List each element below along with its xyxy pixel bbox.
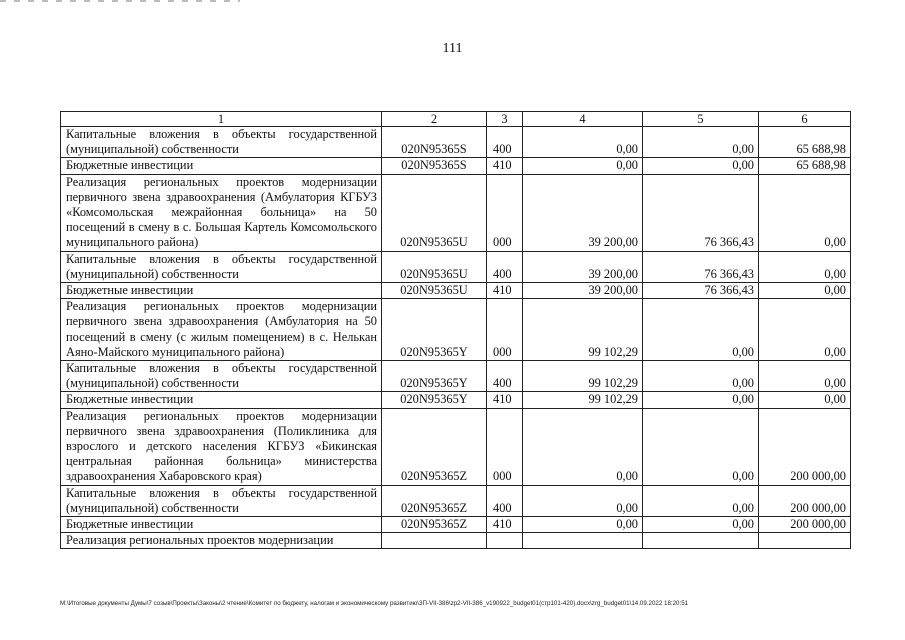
cell-name: Реализация региональных проектов модернизации первичного звена здравоохранения (Поликлиника для взрослого и детского населения КГБУЗ «Бикинская центральная районная больница» министерства здравоохранения Хабаровского края) bbox=[61, 408, 382, 485]
header-cell: 2 bbox=[382, 112, 487, 127]
cell-name: Бюджетные инвестиции bbox=[61, 158, 382, 174]
cell-name: Бюджетные инвестиции bbox=[61, 283, 382, 299]
cell-c6: 0,00 bbox=[759, 174, 851, 251]
table-row bbox=[61, 127, 851, 158]
cell-rt: 410 bbox=[487, 158, 523, 174]
cell-rt: 410 bbox=[487, 283, 523, 299]
cell-c5: 76 366,43 bbox=[643, 251, 759, 282]
cell-c6: 0,00 bbox=[759, 361, 851, 392]
table-row bbox=[61, 283, 851, 299]
cell-rt bbox=[487, 533, 523, 549]
table-row bbox=[61, 533, 851, 549]
cell-c4: 0,00 bbox=[523, 485, 643, 516]
cell-c5: 0,00 bbox=[643, 517, 759, 533]
cell-c4: 39 200,00 bbox=[523, 251, 643, 282]
cell-c5: 0,00 bbox=[643, 299, 759, 361]
cell-name: Капитальные вложения в объекты государственной (муниципальной) собственности bbox=[61, 361, 382, 392]
header-cell: 1 bbox=[61, 112, 382, 127]
cell-c6: 0,00 bbox=[759, 299, 851, 361]
cell-c6: 65 688,98 bbox=[759, 158, 851, 174]
cell-c6: 0,00 bbox=[759, 283, 851, 299]
budget-table bbox=[60, 111, 851, 549]
cell-c4: 99 102,29 bbox=[523, 299, 643, 361]
cell-c5: 76 366,43 bbox=[643, 174, 759, 251]
cell-c5: 0,00 bbox=[643, 158, 759, 174]
cell-code: 020N95365Z bbox=[382, 485, 487, 516]
cell-code: 020N95365Z bbox=[382, 517, 487, 533]
table-row bbox=[61, 174, 851, 251]
cell-rt: 410 bbox=[487, 517, 523, 533]
cell-c4: 99 102,29 bbox=[523, 392, 643, 408]
cell-code bbox=[382, 533, 487, 549]
cell-c4: 39 200,00 bbox=[523, 174, 643, 251]
cell-code: 020N95365U bbox=[382, 174, 487, 251]
header-cell: 5 bbox=[643, 112, 759, 127]
cell-rt: 400 bbox=[487, 361, 523, 392]
cell-c6: 200 000,00 bbox=[759, 485, 851, 516]
cell-c5: 0,00 bbox=[643, 485, 759, 516]
cell-rt: 400 bbox=[487, 127, 523, 158]
cell-c5: 0,00 bbox=[643, 408, 759, 485]
cell-c5 bbox=[643, 533, 759, 549]
scan-artifact bbox=[0, 0, 240, 2]
header-cell: 4 bbox=[523, 112, 643, 127]
table-row bbox=[61, 408, 851, 485]
table-header-row bbox=[61, 112, 851, 127]
cell-c4 bbox=[523, 533, 643, 549]
table-row bbox=[61, 251, 851, 282]
cell-c6: 0,00 bbox=[759, 392, 851, 408]
cell-rt: 000 bbox=[487, 299, 523, 361]
cell-c4: 39 200,00 bbox=[523, 283, 643, 299]
cell-code: 020N95365S bbox=[382, 127, 487, 158]
cell-rt: 400 bbox=[487, 251, 523, 282]
table-row bbox=[61, 485, 851, 516]
cell-c6: 200 000,00 bbox=[759, 517, 851, 533]
cell-code: 020N95365U bbox=[382, 283, 487, 299]
cell-name: Капитальные вложения в объекты государственной (муниципальной) собственности bbox=[61, 127, 382, 158]
header-cell: 6 bbox=[759, 112, 851, 127]
cell-name: Реализация региональных проектов модернизации первичного звена здравоохранения (Амбулатория на 50 посещений в смену (с жилым помещением) в с. Нелькан Аяно-Майского муниципального района) bbox=[61, 299, 382, 361]
cell-name: Капитальные вложения в объекты государственной (муниципальной) собственности bbox=[61, 251, 382, 282]
cell-c4: 0,00 bbox=[523, 127, 643, 158]
cell-rt: 000 bbox=[487, 408, 523, 485]
cell-rt: 410 bbox=[487, 392, 523, 408]
document-path-footer: М:\Итоговые документы Думы\7 созыв\Проекты\Законы\2 чтение\Комитет по бюджету, налогам и экономическому развитию\3П-VII-386\zp2-VII-386_v190922_budget01(стр101-420).docx\zrg_budget01\14.09.2022 18:20:51 bbox=[60, 600, 689, 607]
cell-c5: 0,00 bbox=[643, 392, 759, 408]
table-row bbox=[61, 158, 851, 174]
cell-code: 020N95365Y bbox=[382, 392, 487, 408]
cell-name: Бюджетные инвестиции bbox=[61, 392, 382, 408]
table-row bbox=[61, 299, 851, 361]
cell-code: 020N95365S bbox=[382, 158, 487, 174]
cell-code: 020N95365Y bbox=[382, 299, 487, 361]
table-row bbox=[61, 361, 851, 392]
cell-code: 020N95365U bbox=[382, 251, 487, 282]
table-row bbox=[61, 517, 851, 533]
cell-c5: 0,00 bbox=[643, 127, 759, 158]
cell-code: 020N95365Y bbox=[382, 361, 487, 392]
cell-c4: 99 102,29 bbox=[523, 361, 643, 392]
cell-c5: 0,00 bbox=[643, 361, 759, 392]
header-cell: 3 bbox=[487, 112, 523, 127]
page-number: 111 bbox=[442, 41, 463, 56]
cell-c6: 0,00 bbox=[759, 251, 851, 282]
cell-c5: 76 366,43 bbox=[643, 283, 759, 299]
cell-rt: 400 bbox=[487, 485, 523, 516]
cell-c4: 0,00 bbox=[523, 158, 643, 174]
cell-name: Реализация региональных проектов модернизации bbox=[61, 533, 382, 549]
cell-c4: 0,00 bbox=[523, 408, 643, 485]
cell-name: Капитальные вложения в объекты государственной (муниципальной) собственности bbox=[61, 485, 382, 516]
cell-name: Реализация региональных проектов модернизации первичного звена здравоохранения (Амбулатория КГБУЗ «Комсомольская межрайонная больница» на 50 посещений в смену в с. Большая Картель Комсомольского муниципального района) bbox=[61, 174, 382, 251]
cell-c6: 65 688,98 bbox=[759, 127, 851, 158]
cell-rt: 000 bbox=[487, 174, 523, 251]
cell-code: 020N95365Z bbox=[382, 408, 487, 485]
cell-c6 bbox=[759, 533, 851, 549]
cell-name: Бюджетные инвестиции bbox=[61, 517, 382, 533]
cell-c6: 200 000,00 bbox=[759, 408, 851, 485]
cell-c4: 0,00 bbox=[523, 517, 643, 533]
table-row bbox=[61, 392, 851, 408]
